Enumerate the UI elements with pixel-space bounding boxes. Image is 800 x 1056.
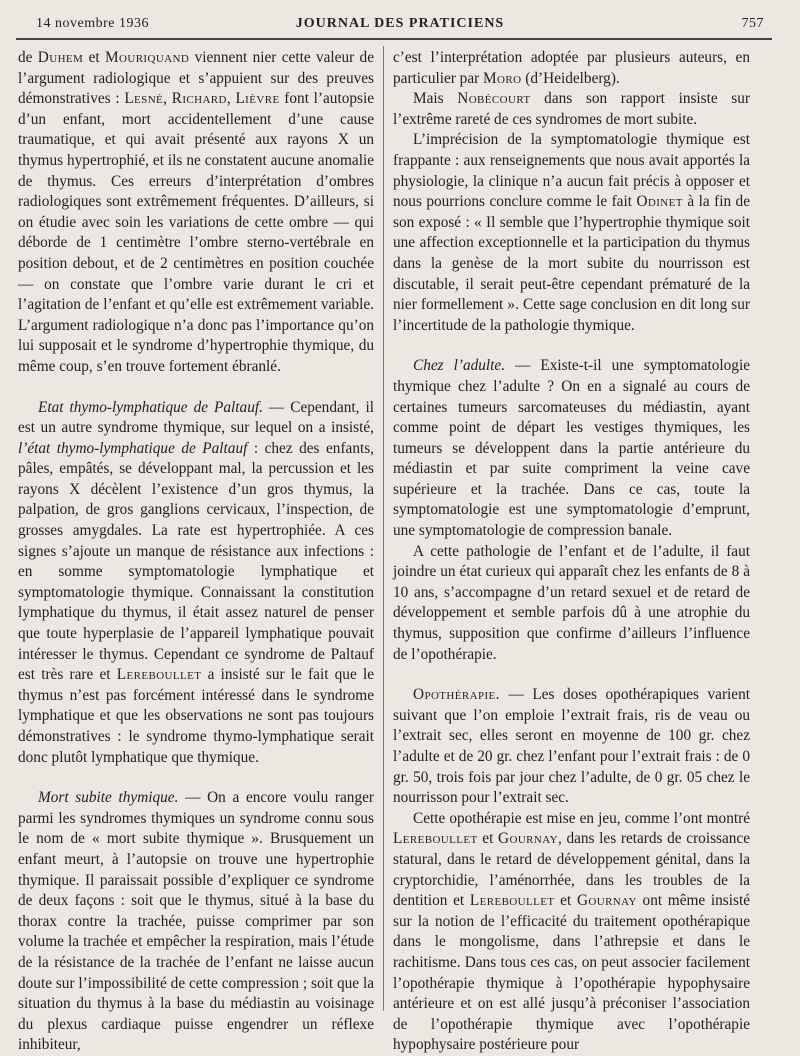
author-name: Gournay <box>576 892 637 910</box>
author-name: Lereboullet <box>469 892 555 910</box>
paragraph-paltauf: Etat thymo-lymphatique de Paltauf. — Cependant, il est un autre syndrome thymique, sur lequel on a insisté, l’état thymo-lymphatique de Paltauf : chez des enfants, pâles, empâtés, se développant mal, la percussion et les rayons X décèlent l’existence d’un gros thymus, la palpation, de gros ganglions cervicaux, l’inspection, de grosses amygdales. La rate est hypertrophiée. A ces signes s’ajoute un manque de résistance aux infections : en somme symptomatologie lymphatique et symptomatologie thymique. Connaissant la constitution lymphatique du thymus, il était assez naturel de penser que toute hyperplasie de l’appareil lymphatique pouvait intéresser le thymus. Cependant ce syndrome de Paltauf est très rare et Lereboullet a insisté sur le fait que le thymus n’est pas forcément intéressé dans le syndrome lymphatique et que les observations ne sont pas toujours démonstratives : le syndrome thymo-lymphatique serait donc plutôt lymphatique que thymique. <box>18 398 375 766</box>
paragraph-moro: c’est l’interprétation adoptée par plusieurs auteurs, en particulier par Moro (d’Heidelberg). <box>393 49 750 87</box>
author-name: Lesné <box>124 90 164 108</box>
paragraph-nobecourt: Mais Nobécourt dans son rapport insiste sur l’extrême rareté de ces syndromes de mort subite. <box>393 90 751 128</box>
author-name: Moro <box>483 69 522 87</box>
header-rule <box>16 38 772 40</box>
author-name: Richard <box>171 90 227 108</box>
paragraph-radiologique: de Duhem et Mouriquand viennent nier cette valeur de l’argument radiologique et s’appuient sur des preuves démonstratives : Lesné, Richard, Lièvre font l’autopsie d’un enfant, mort accidentellement d’une cause traumatique, et qui avait présenté aux rayons X un thymus hypertrophié, et ils ne constatent aucune anomalie de thymus. Ces erreurs d’interprétation d’ombres radiologiques sont extrêmement fréquentes. D’ailleurs, si on étudie avec soin les variations de cette ombre — qui déborde de 1 centimètre l’ombre sterno-vertébrale en position debout, et de 2 centimètres en position couchée — on constate que l’ombre varie durant le cri et l’agitation de l’enfant et qu’elle est extrêmement variable. L’argument radiologique n’a donc pas l’importance qu’on lui supposait et le syndrome d’hypertrophie thymique, du même coup, s’en trouve fortement ébranlé. <box>18 49 374 375</box>
italic-heading: Etat thymo-lymphatique de Paltauf. <box>38 398 263 416</box>
author-name: Duhem <box>37 49 84 66</box>
journal-title: JOURNAL DES PRATICIENS <box>295 16 505 31</box>
author-name: Mouriquand <box>105 49 190 66</box>
italic-heading: Mort subite thymique. <box>38 789 179 807</box>
paragraph-opotherapie: Opothérapie. — Les doses opothérapiques varient suivant que l’on emploie l’extrait frais, ris de veau ou l’extrait sec, elles seront en moyenne de 100 gr. chez l’adulte et de 20 gr. chez l’enfant pour l’extrait frais : de 0 gr. 50, trois fois par jour chez l’adulte, de 0 gr. 05 chez le nourrisson pour l’extrait sec. <box>393 686 750 807</box>
header-date: 14 novembre 1936 <box>36 16 149 31</box>
paragraph-etat-curieux: A cette pathologie de l’enfant et de l’adulte, il faut joindre un état curieux qui apparaît chez les enfants de 8 à 10 ans, s’accompagne d’un retard sexuel et de retard de développement et semble parfois dû à une atrophie du thymus, supposition que confirme d’ailleurs l’influence de l’opothérapie. <box>393 542 750 663</box>
italic-heading: l’état thymo-lymphatique de Paltauf <box>18 439 248 457</box>
right-column <box>393 48 751 1054</box>
page-number: 757 <box>741 16 764 31</box>
italic-heading: Chez l’adulte. <box>413 357 506 375</box>
page-header <box>36 14 764 36</box>
author-name: Lièvre <box>235 90 280 108</box>
author-name: Opothérapie. <box>413 686 500 704</box>
paragraph-mort-subite: Mort subite thymique. — On a encore voulu ranger parmi les syndromes thymiques un syndrome connu sous le nom de « mort subite thymique ». Brusquement un enfant meurt, à l’autopsie on trouve une hypertrophie thymique. Il paraissait possible d’expliquer ce syndrome de deux façons : soit que le thymus, situé à la base du thorax contre la trachée, puisse comprimer par son volume la trachée et empêcher la respiration, mais l’étude de la résistance de la trachée de l’enfant ne laisse aucun doute sur l’impossibilité de cette compression ; soit que la situation du thymus à la base du médiastin au voisinage du plexus cardiaque puisse engendrer un réflexe inhibiteur, <box>18 789 374 1054</box>
paragraph-adulte: Chez l’adulte. — Existe-t-il une symptomatologie thymique chez l’adulte ? On en a signalé au cours de certaines tumeurs sarcomateuses du médiastin, ayant comme point de départ les vestiges thymiques, les tumeurs se développent dans la partie antérieure du médiastin et par suite compriment la veine cave supérieure et la trachée. Dans ce cas, toute la symptomatologie est une symptomatologie d’emprunt, une symptomatologie de compression banale. <box>393 357 750 540</box>
paragraph-imprecision: L’imprécision de la symptomatologie thymique est frappante : aux renseignements que nous avait apportés la physiologie, la clinique n’a aucun fait précis à opposer et nous pourrions conclure comme le fait Odinet à la fin de son exposé : « Il semble que l’hypertrophie thymique soit une affection exceptionnelle et la participation du thymus dans la genèse de la mort subite du nourrisson est discutable, il serait peut-être cependant prématuré de la nier formellement ». Cette sage conclusion en dit long sur l’incertitude de la pathologie thymique. <box>393 131 750 334</box>
author-name: Nobécourt <box>457 90 531 108</box>
left-column <box>18 48 375 1054</box>
column-divider <box>383 46 384 1011</box>
author-name: Lereboullet <box>116 666 202 684</box>
author-name: Gournay <box>498 830 558 848</box>
paragraph-indications: Cette opothérapie est mise en jeu, comme l’ont montré Lereboullet et Gournay, dans les retards de croissance statural, dans le retard de développement génital, dans la cryptorchidie, l’aménorrhée, dans les troubles de la dentition et Lereboullet et Gournay ont même insisté sur la notion de l’efficacité du traitement opothérapique dans le mongolisme, dans l’athrepsie et dans le rachitisme. Dans tous ces cas, on peut associer facilement l’opothérapie thymique à l’opothérapie hypophysaire antérieure et on est allé jusqu’à préconiser l’association de l’opothérapie thymique avec l’opothérapie hypophysaire postérieure pour <box>393 809 750 1054</box>
author-name: Odinet <box>636 193 683 211</box>
author-name: Lereboullet <box>393 830 478 848</box>
